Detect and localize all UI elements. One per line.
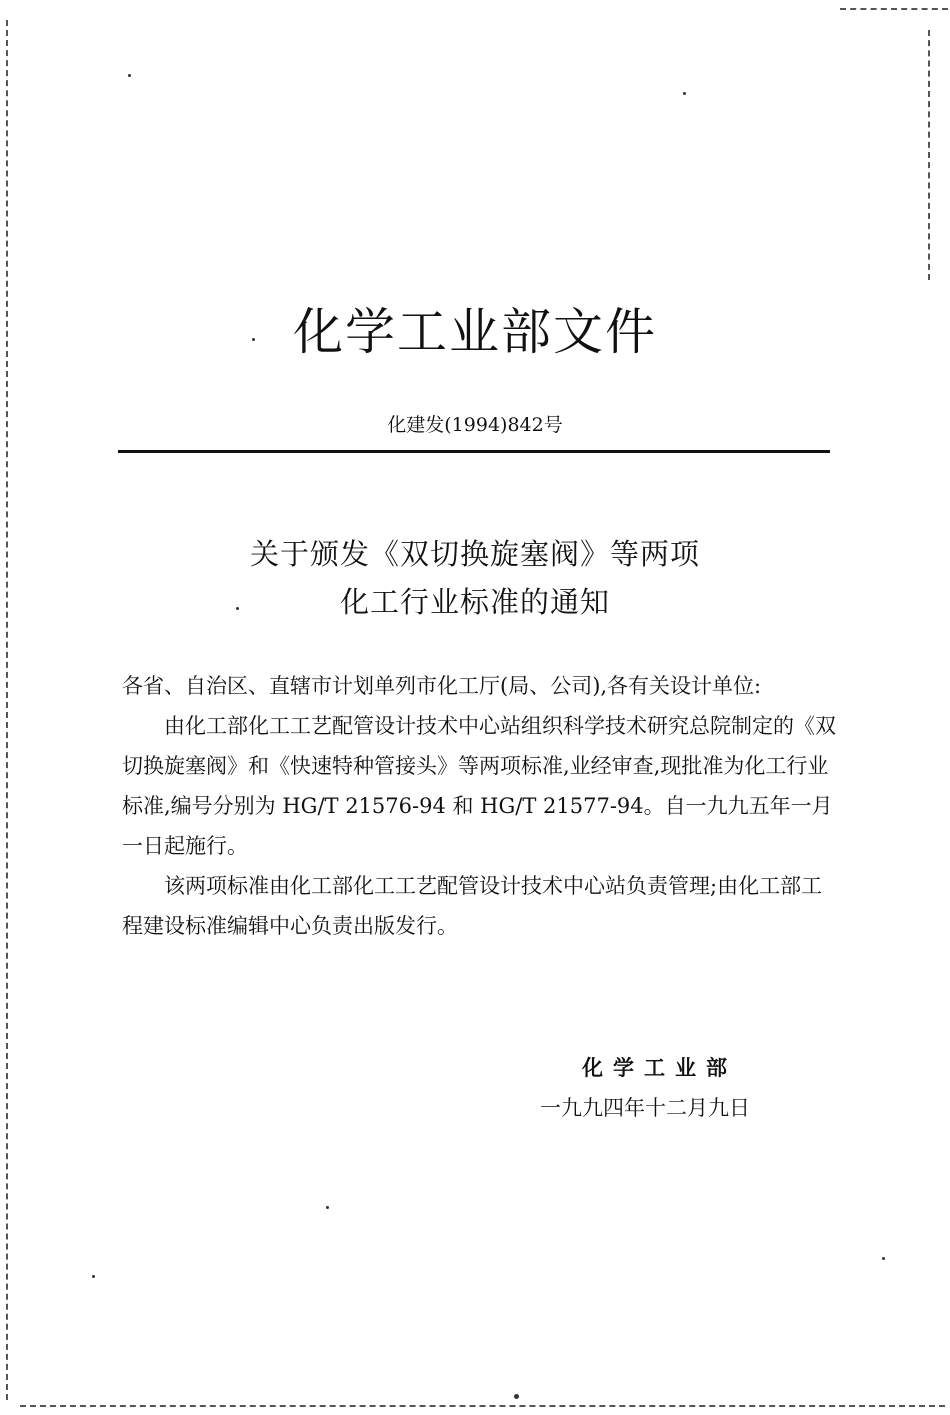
scan-speck [128, 74, 131, 77]
document-title: 化学工业部文件 [293, 303, 657, 361]
scan-speck [683, 92, 686, 95]
scan-speck [92, 1275, 95, 1278]
addressee: 各省、自治区、直辖市计划单列市化工厅(局、公司),各有关设计单位: [122, 674, 762, 698]
scan-speck [326, 1206, 329, 1209]
subject-line-1: 关于颁发《双切换旋塞阀》等两项 [249, 537, 700, 571]
body-text [122, 666, 838, 946]
body-paragraph-2: 该两项标准由化工部化工工艺配管设计技术中心站负责管理;由化工部工程建设标准编辑中心负责出版发行。 [122, 874, 823, 938]
scan-speck [514, 1394, 519, 1399]
scan-speck [882, 1257, 885, 1260]
subject-line-2: 化工行业标准的通知 [339, 585, 610, 619]
scan-border-right [928, 30, 930, 280]
header-divider [118, 450, 830, 453]
signature-date: 一九九四年十二月九日 [540, 1096, 750, 1120]
document-number: 化建发(1994)842号 [387, 414, 563, 436]
body-paragraph-1: 由化工部化工工艺配管设计技术中心站组织科学技术研究总院制定的《双切换旋塞阀》和《快速特种管接头》等两项标准,业经审查,现批准为化工行业标准,编号分别为 HG/T 21576-94 和 HG/T 21577-94。自一九九五年一月一日起施行。 [122, 714, 836, 858]
scan-border-bottom [20, 1405, 945, 1407]
scan-border-left [6, 20, 8, 1400]
signer-name: 化学工业部 [582, 1056, 737, 1080]
scan-border-top [840, 8, 948, 10]
